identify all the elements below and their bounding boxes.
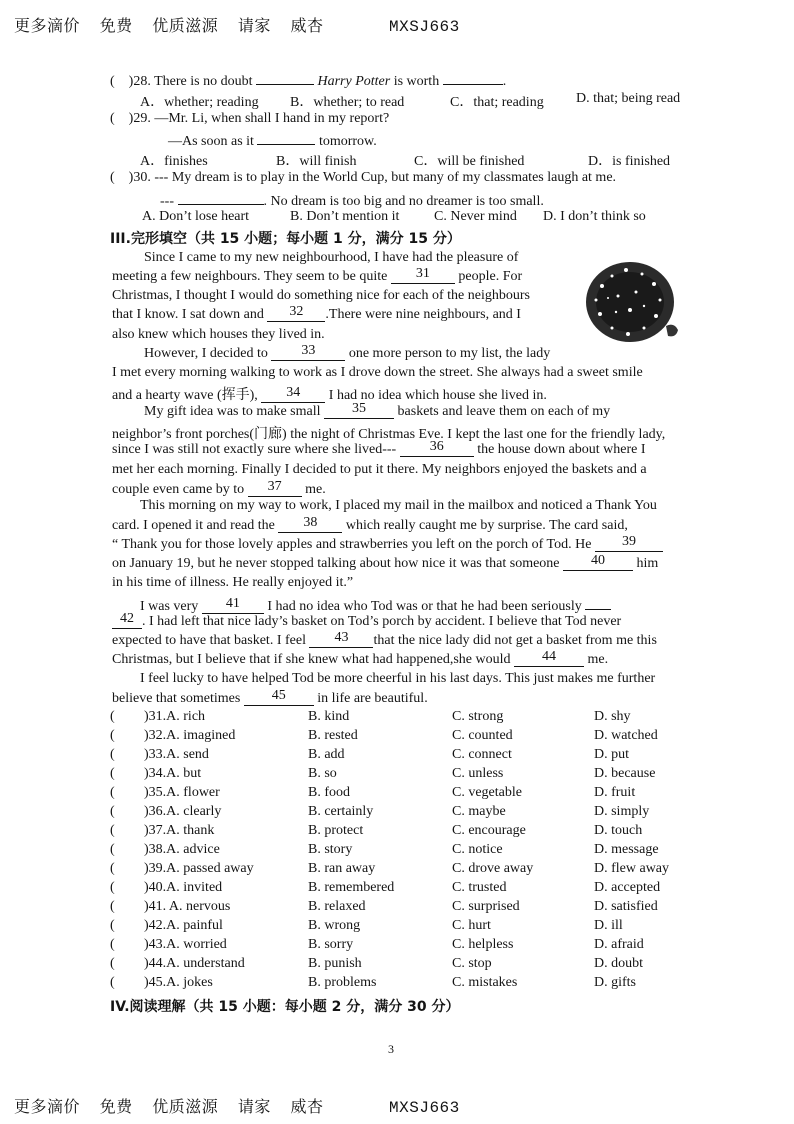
option-c: C. strong (452, 709, 504, 724)
passage-line: This morning on my way to work, I placed my mail in the mailbox and noticed a Thank You (140, 498, 657, 513)
option-c: C. connect (452, 747, 512, 762)
option-d: D. shy (594, 709, 631, 724)
footer-text-5: 威杏 (290, 1097, 324, 1116)
option-q: )45.A. jokes (144, 975, 213, 990)
blank[interactable] (443, 70, 503, 85)
option-c: C. unless (452, 766, 504, 781)
option-q: )33.A. send (144, 747, 209, 762)
option-d: D. simply (594, 804, 650, 819)
passage-line: My gift idea was to make small 35 baskets and leave them on each of my (144, 401, 611, 419)
option-b: B. certainly (308, 804, 374, 819)
option-b: B. remembered (308, 880, 395, 895)
answer-paren: ( (110, 747, 115, 762)
question-28: ( )28. There is no doubt Harry Potter is worth . (110, 70, 506, 91)
passage-line: I feel lucky to have helped Tod be more cheerful in his last days. This just makes me further (140, 671, 656, 686)
page-footer (14, 1094, 474, 1117)
passage-line: in his time of illness. He really enjoyed it.” (112, 575, 354, 590)
option-d: D. doubt (594, 956, 643, 971)
option-b: B. food (308, 785, 350, 800)
passage-line: Christmas, but I believe that if she knew what had happened,she would 44 me. (112, 649, 609, 667)
passage-line: that I know. I sat down and 32 .There were nine neighbours, and I (112, 304, 521, 322)
option-b: B. sorry (308, 937, 354, 952)
header-text-5: 威杏 (290, 16, 324, 35)
option-d: D. afraid (594, 937, 644, 952)
q29-option-a: A．finishes (140, 154, 208, 169)
passage-line: since I was still not exactly sure where she lived--- 36 the house down about where I (112, 439, 646, 457)
option-d: D. satisfied (594, 899, 658, 914)
question-29: ( )29. —Mr. Li, when shall I hand in my report? (110, 111, 390, 126)
answer-paren: ( (110, 937, 115, 952)
option-q: )43.A. worried (144, 937, 227, 952)
question-29-line2: —As soon as it tomorrow. (168, 130, 377, 151)
q29-option-c: C．will be finished (414, 154, 525, 169)
passage-line: meeting a few neighbours. They seem to be quite 31 people. For (112, 266, 523, 284)
answer-paren: ( (110, 766, 115, 781)
option-c: C. surprised (452, 899, 520, 914)
option-b: B. ran away (308, 861, 376, 876)
blank[interactable] (178, 190, 264, 205)
option-b: B. kind (308, 709, 350, 724)
answer-paren: ( (110, 842, 115, 857)
option-b: B. story (308, 842, 353, 857)
q29-option-d: D．is finished (588, 154, 671, 169)
option-q: )44.A. understand (144, 956, 245, 971)
option-d: D. message (594, 842, 659, 857)
option-b: B. problems (308, 975, 377, 990)
passage-line: also knew which houses they lived in. (112, 327, 325, 342)
passage-line: 42 . I had left that nice lady’s basket on Tod’s porch by accident. I believe that Tod never (112, 614, 621, 630)
footer-code: MXSJ663 (389, 1099, 460, 1117)
option-c: C. mistakes (452, 975, 518, 990)
header-code: MXSJ663 (389, 18, 460, 36)
q30-option-a: A. Don’t lose heart (142, 209, 250, 224)
blank[interactable] (256, 70, 314, 85)
passage-line: and a hearty wave (挥手), 34 I had no idea which house she lived in. (112, 385, 547, 403)
answer-paren: ( (110, 899, 115, 914)
question-30-line2: --- . No dream is too big and no dreamer is too small. (160, 190, 544, 211)
answer-paren: ( (110, 804, 115, 819)
header-text-2: 免费 (99, 16, 133, 35)
footer-text-3: 优质滋源 (152, 1097, 219, 1116)
option-q: )38.A. advice (144, 842, 220, 857)
footer-text-1: 更多滴价 (14, 1097, 81, 1116)
answer-paren: ( (110, 728, 115, 743)
answer-paren: ( (110, 785, 115, 800)
section-4-title: IV.阅读理解（共 15 小题：每小题 2 分，满分 30 分） (110, 999, 460, 1015)
passage-line: Since I came to my new neighbourhood, I have had the pleasure of (144, 250, 519, 265)
passage-line: neighbor’s front porches(门廊) the night of Christmas Eve. I kept the last one for the friendly lady, (112, 427, 666, 442)
option-c: C. maybe (452, 804, 506, 819)
page-number: 3 (388, 1042, 394, 1056)
passage-line: I met every morning walking to work as I drove down the street. She always had a sweet smile (112, 365, 643, 380)
passage-line: “ Thank you for those lovely apples and strawberries you left on the porch of Tod. He 39 (112, 537, 663, 553)
option-d: D. ill (594, 918, 623, 933)
blank[interactable] (257, 130, 315, 145)
option-q: )42.A. painful (144, 918, 223, 933)
header-text-4: 请家 (237, 16, 271, 35)
q30-option-d: D. I don’t think so (543, 209, 646, 224)
passage-line: However, I decided to 33 one more person to my list, the lady (144, 343, 551, 361)
footer-text-4: 请家 (237, 1097, 271, 1116)
q29-option-b: B．will finish (276, 154, 357, 169)
header-text-3: 优质滋源 (152, 16, 219, 35)
option-q: )39.A. passed away (144, 861, 254, 876)
passage-line: met her each morning. Finally I decided to put it there. My neighbors enjoyed the baskets and a (112, 462, 647, 477)
option-d: D. accepted (594, 880, 661, 895)
option-b: B. protect (308, 823, 364, 838)
option-c: C. notice (452, 842, 503, 857)
option-c: C. vegetable (452, 785, 522, 800)
passage-line: on January 19, but he never stopped talking about how nice it was that someone 40 him (112, 553, 659, 571)
option-b: B. wrong (308, 918, 361, 933)
q30-option-c: C. Never mind (434, 209, 517, 224)
option-d: D. touch (594, 823, 643, 838)
option-q: )40.A. invited (144, 880, 223, 895)
answer-paren: ( (110, 918, 115, 933)
option-b: B. rested (308, 728, 358, 743)
answer-paren: ( (110, 975, 115, 990)
option-q: )35.A. flower (144, 785, 220, 800)
q28-option-b: B．whether; to read (290, 95, 405, 110)
option-c: C. hurt (452, 918, 491, 933)
option-q: )36.A. clearly (144, 804, 222, 819)
answer-paren: ( (110, 709, 115, 724)
option-b: B. relaxed (308, 899, 366, 914)
option-c: C. drove away (452, 861, 534, 876)
option-b: B. punish (308, 956, 362, 971)
option-d: D. flew away (594, 861, 670, 876)
option-c: C. encourage (452, 823, 526, 838)
passage-line: believe that sometimes 45 in life are beautiful. (112, 688, 428, 706)
q28-option-d: D. that; being read (576, 91, 681, 106)
option-q: )32.A. imagined (144, 728, 236, 743)
option-q: )31.A. rich (144, 709, 206, 724)
option-d: D. fruit (594, 785, 636, 800)
section-3-title: III.完形填空（共 15 小题；每小题 1 分，满分 15 分） (110, 231, 461, 247)
passage-line: couple even came by to 37 me. (112, 479, 326, 497)
option-q: )37.A. thank (144, 823, 215, 838)
q28-option-c: C．that; reading (450, 95, 544, 110)
header-text-1: 更多滴价 (14, 16, 81, 35)
answer-paren: ( (110, 861, 115, 876)
passage-line: expected to have that basket. I feel 43 that the nice lady did not get a basket from me this (112, 630, 657, 648)
page-header (14, 13, 474, 36)
footer-text-2: 免费 (99, 1097, 133, 1116)
option-c: C. trusted (452, 880, 507, 895)
question-30: ( )30. --- My dream is to play in the World Cup, but many of my classmates laugh at me. (110, 170, 617, 185)
passage-line: card. I opened it and read the 38 which really caught me by surprise. The card said, (112, 515, 628, 533)
passage-line: I was very 41 I had no idea who Tod was or that he had been seriously (140, 595, 611, 615)
option-c: C. helpless (452, 937, 514, 952)
option-d: D. watched (594, 728, 658, 743)
option-q: )41. A. nervous (144, 899, 231, 914)
wreath-picture (582, 256, 686, 354)
q28-option-a: A．whether; reading (140, 95, 259, 110)
option-q: )34.A. but (144, 766, 202, 781)
option-c: C. counted (452, 728, 513, 743)
answer-paren: ( (110, 956, 115, 971)
option-b: B. add (308, 747, 345, 762)
option-b: B. so (308, 766, 337, 781)
answer-paren: ( (110, 823, 115, 838)
option-c: C. stop (452, 956, 492, 971)
q30-option-b: B. Don’t mention it (290, 209, 400, 224)
passage-line: Christmas, I thought I would do something nice for each of the neighbours (112, 288, 530, 303)
option-d: D. gifts (594, 975, 636, 990)
option-d: D. because (594, 766, 656, 781)
option-d: D. put (594, 747, 629, 762)
answer-paren: ( (110, 880, 115, 895)
